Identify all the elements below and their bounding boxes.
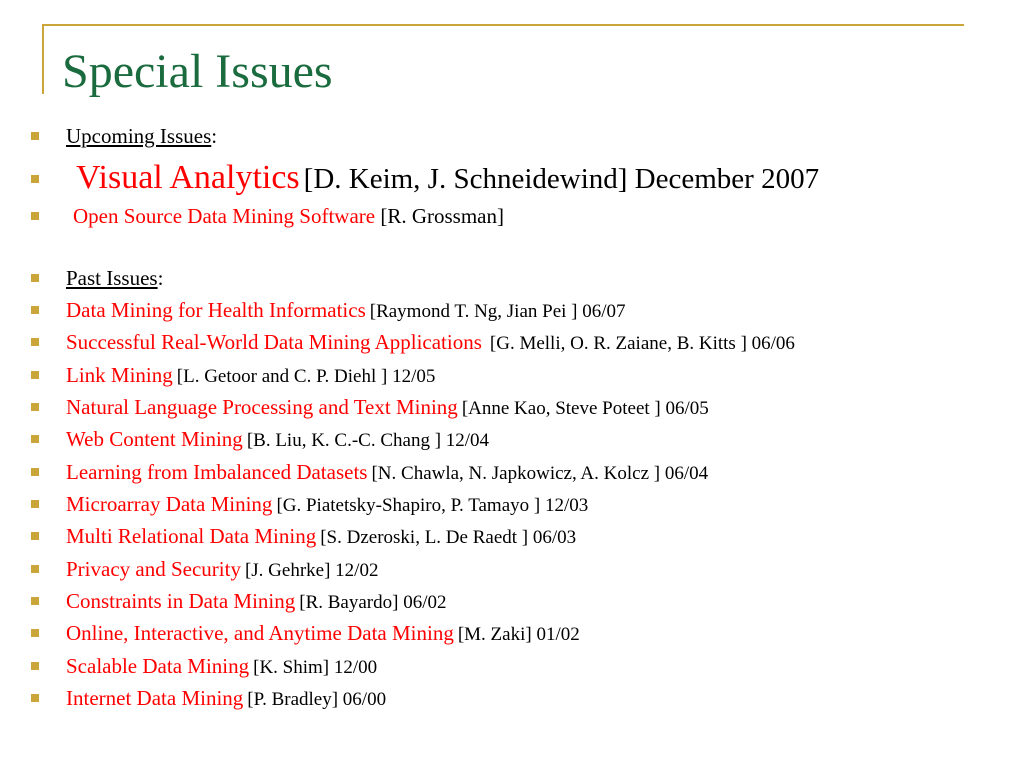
issue-details: [M. Zaki] 01/02: [457, 624, 580, 645]
bullet-icon: [31, 597, 39, 605]
bullet-icon: [31, 565, 39, 573]
bullet-icon: [31, 435, 39, 443]
bullet-icon: [31, 694, 39, 702]
bullet-icon: [31, 306, 39, 314]
issue-details: [S. Dzeroski, L. De Raedt ] 06/03: [320, 527, 577, 548]
issue-topic: Natural Language Processing and Text Mining: [66, 395, 458, 419]
issue-topic: Successful Real-World Data Mining Applications: [66, 330, 482, 354]
issue-details: [Anne Kao, Steve Poteet ] 06/05: [461, 398, 709, 419]
issue-topic: Multi Relational Data Mining: [66, 524, 317, 548]
bullet-icon: [31, 274, 39, 282]
bullet-icon: [31, 629, 39, 637]
issue-details: [R. Bayardo] 06/02: [299, 592, 447, 613]
upcoming-issues-heading: Upcoming Issues: [66, 124, 212, 148]
issue-details: [L. Getoor and C. P. Diehl ] 12/05: [176, 366, 436, 387]
bullet-icon: [31, 132, 39, 140]
bullet-icon: [31, 403, 39, 411]
issue-topic: Online, Interactive, and Anytime Data Mining: [66, 621, 454, 645]
issue-details: [G. Melli, O. R. Zaiane, B. Kitts ] 06/06: [489, 333, 795, 354]
bullet-icon: [31, 532, 39, 540]
issue-details: [G. Piatetsky-Shapiro, P. Tamayo ] 12/03: [276, 495, 589, 516]
issue-topic: Visual Analytics: [76, 159, 300, 196]
bullet-icon: [31, 500, 39, 508]
issue-topic: Learning from Imbalanced Datasets: [66, 460, 368, 484]
heading-colon: :: [157, 266, 164, 290]
issue-topic: Scalable Data Mining: [66, 654, 250, 678]
past-issues-heading: Past Issues: [66, 266, 158, 290]
bullet-icon: [31, 371, 39, 379]
bullet-icon: [31, 662, 39, 670]
slide-frame-left-line: [42, 24, 44, 94]
issue-details: [D. Keim, J. Schneidewind] December 2007: [303, 163, 820, 195]
issue-topic: Web Content Mining: [66, 427, 243, 451]
issue-details: [Raymond T. Ng, Jian Pei ] 06/07: [369, 301, 626, 322]
issue-details: [N. Chawla, N. Japkowicz, A. Kolcz ] 06/04: [371, 463, 709, 484]
issue-details: [K. Shim] 12/00: [253, 657, 378, 678]
issue-topic: Microarray Data Mining: [66, 492, 273, 516]
issue-details: [B. Liu, K. C.-C. Chang ] 12/04: [246, 430, 490, 451]
issue-topic: Data Mining for Health Informatics: [66, 298, 366, 322]
issue-topic: Internet Data Mining: [66, 686, 244, 710]
bullet-icon: [31, 338, 39, 346]
slide-frame-top-line: [42, 24, 964, 26]
issue-details: [J. Gehrke] 12/02: [244, 560, 379, 581]
issue-topic: Privacy and Security: [66, 557, 241, 581]
bullet-icon: [31, 212, 39, 220]
issue-topic: Link Mining: [66, 363, 173, 387]
issue-details: [P. Bradley] 06/00: [247, 689, 387, 710]
issue-topic: Open Source Data Mining Software: [73, 204, 376, 228]
issue-topic: Constraints in Data Mining: [66, 589, 296, 613]
heading-colon: :: [211, 124, 218, 148]
bullet-icon: [31, 175, 39, 183]
slide-title: Special Issues: [62, 45, 333, 98]
bullet-icon: [31, 468, 39, 476]
issue-details: [R. Grossman]: [380, 204, 504, 228]
